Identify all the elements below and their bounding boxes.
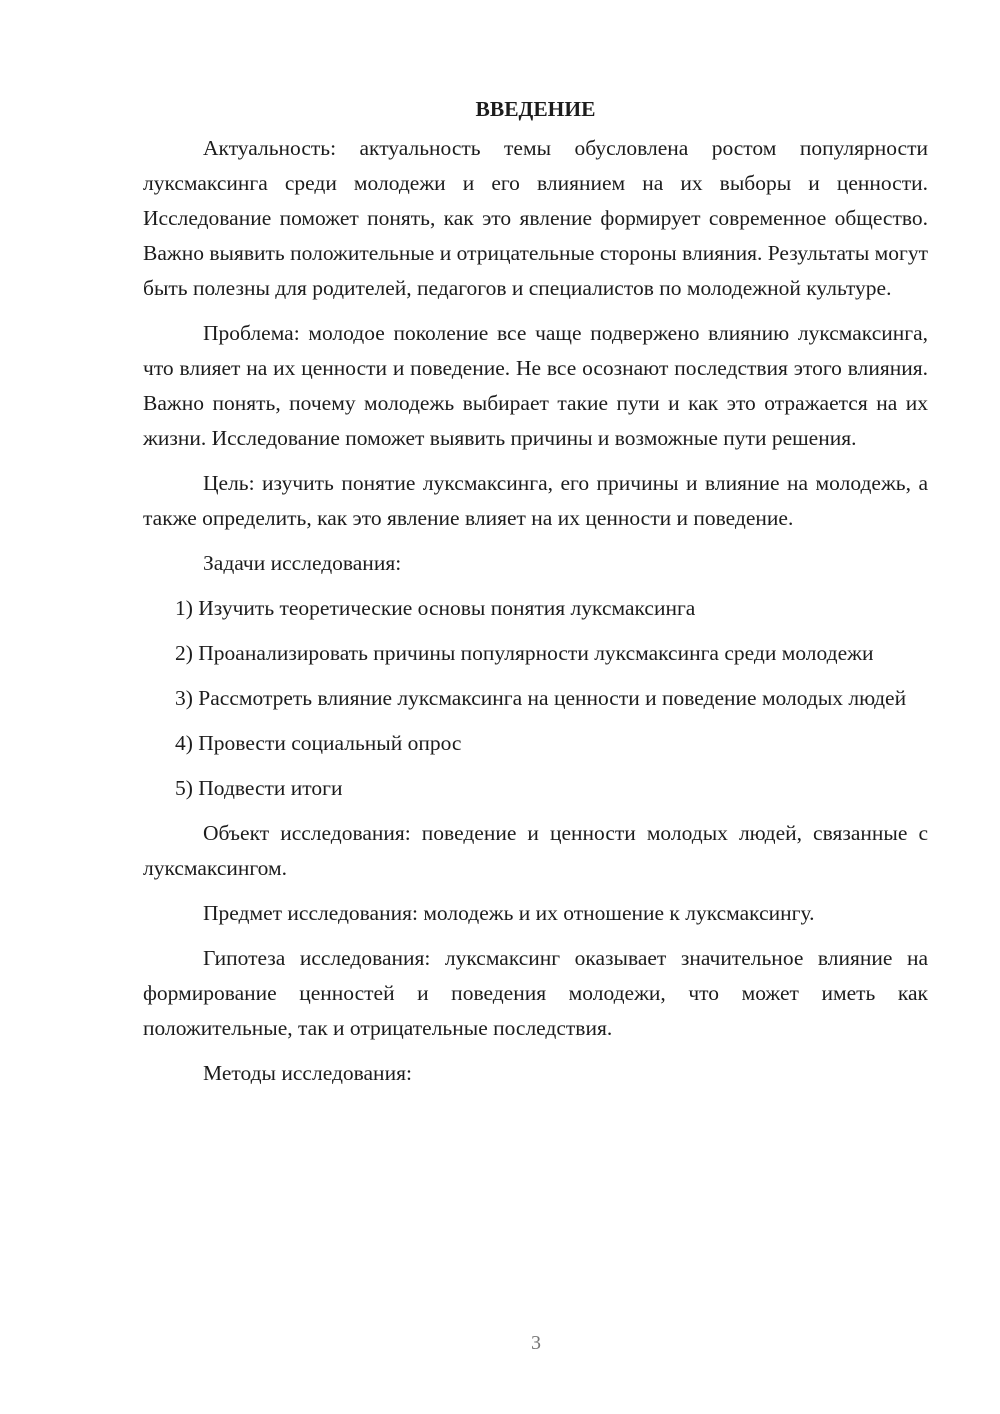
paragraph-tasks-heading: Задачи исследования: xyxy=(203,551,402,575)
paragraph-subject: Предмет исследования: молодежь и их отношение к луксмаксингу. xyxy=(203,901,815,925)
task-item-3: 3) Рассмотреть влияние луксмаксинга на ценности и поведение молодых людей xyxy=(175,686,907,710)
paragraph-problem: Проблема: молодое поколение все чаще подвержено влиянию луксмаксинга, что влияет на их ценности и поведение. Не все осознают последствия этого влияния. Важно понять, почему молодежь выбирает такие пути и как это отражается на их жизни. Исследование поможет выявить причины и возможные пути решения. xyxy=(143,321,928,450)
task-item-4: 4) Провести социальный опрос xyxy=(175,731,462,755)
paragraph-hypothesis: Гипотеза исследования: луксмаксинг оказывает значительное влияние на формирование ценностей и поведения молодежи, что может иметь как положительные, так и отрицательные последствия. xyxy=(143,946,928,1040)
paragraph-methods: Методы исследования: xyxy=(203,1061,412,1085)
paragraph-object: Объект исследования: поведение и ценности молодых людей, связанные с луксмаксингом. xyxy=(143,821,928,880)
task-item-2: 2) Проанализировать причины популярности луксмаксинга среди молодежи xyxy=(175,641,874,665)
task-item-5: 5) Подвести итоги xyxy=(175,776,343,800)
page-content xyxy=(143,92,928,1101)
paragraph-goal: Цель: изучить понятие луксмаксинга, его причины и влияние на молодежь, а также определить, как это явление влияет на их ценности и поведение. xyxy=(143,471,928,530)
task-item-1: 1) Изучить теоретические основы понятия луксмаксинга xyxy=(175,596,696,620)
page-title: ВВЕДЕНИЕ xyxy=(475,97,596,121)
paragraph-relevance: Актуальность: актуальность темы обусловлена ростом популярности луксмаксинга среди молодежи и его влиянием на их выборы и ценности. Исследование поможет понять, как это явление формирует современное общество. Важно выявить положительные и отрицательные стороны влияния. Результаты могут быть полезны для родителей, педагогов и специалистов по молодежной культуре. xyxy=(143,136,928,300)
page-number: 3 xyxy=(531,1332,541,1354)
